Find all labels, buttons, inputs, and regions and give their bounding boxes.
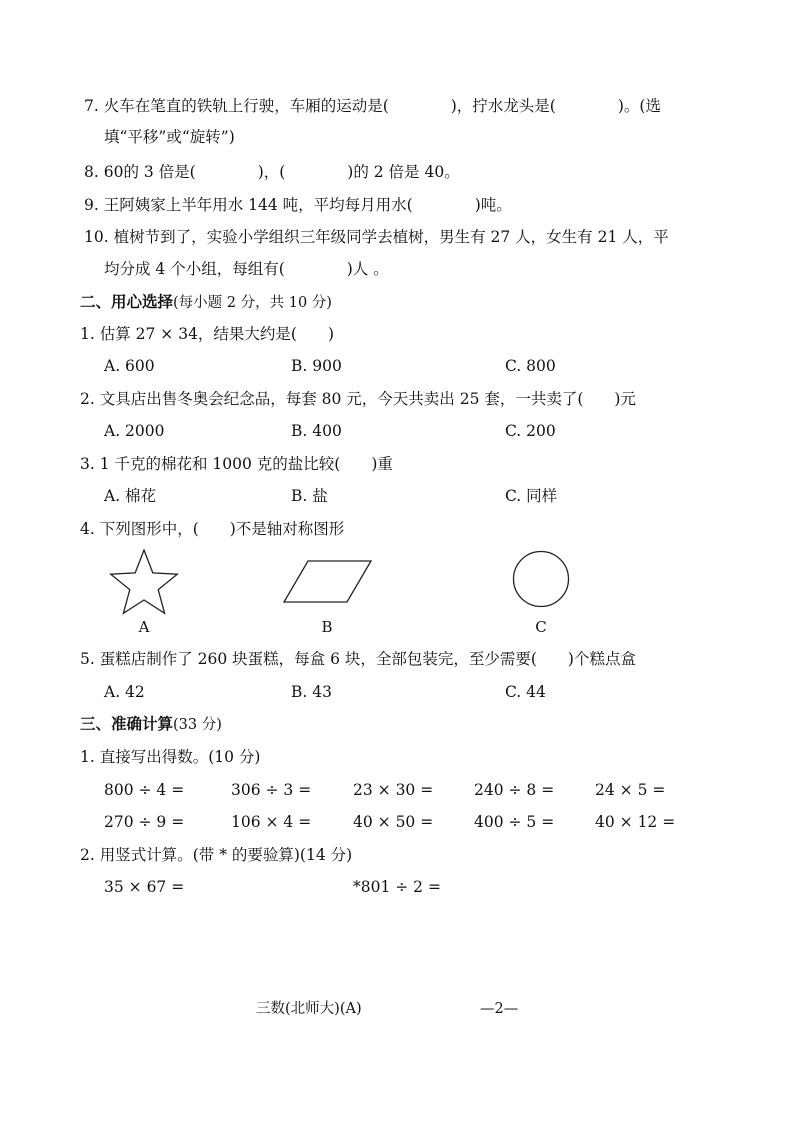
calc-row2-item5: 40 × 12 = <box>595 813 676 831</box>
shapes-figure <box>0 545 794 635</box>
calc-row1-item1: 800 ÷ 4 = <box>104 781 185 799</box>
choice-question-5: 5. 蛋糕店制作了 260 块蛋糕，每盒 6 块，全部包装完，至少需要( )个糕点盒 <box>80 650 636 668</box>
question-8: 8. 60的 3 倍是( )，( )的 2 倍是 40。 <box>84 163 460 181</box>
choice-3-option-c: C. 同样 <box>505 487 558 505</box>
choice-question-3: 3. 1 千克的棉花和 1000 克的盐比较( )重 <box>80 455 393 473</box>
parallelogram-shape <box>284 561 371 602</box>
calc-row2-item2: 106 × 4 = <box>231 813 312 831</box>
calc-row1-item2: 306 ÷ 3 = <box>231 781 312 799</box>
question-10-line-2: 均分成 4 个小组，每组有( )人 。 <box>104 260 389 278</box>
section-2-note: (每小题 2 分，共 10 分) <box>173 295 332 311</box>
choice-2-option-b: B. 400 <box>291 422 342 440</box>
choice-3-option-b: B. 盐 <box>291 487 328 505</box>
calc-row2-item3: 40 × 50 = <box>353 813 434 831</box>
circle-shape <box>514 552 569 607</box>
choice-1-option-b: B. 900 <box>291 357 342 375</box>
choice-1-option-c: C. 800 <box>505 357 556 375</box>
shape-label-c: C <box>535 618 547 636</box>
calc-row1-item3: 23 × 30 = <box>353 781 434 799</box>
choice-5-option-a: A. 42 <box>104 683 145 701</box>
choice-question-4: 4. 下列图形中，( )不是轴对称图形 <box>80 520 345 538</box>
section-2-title: 二、用心选择 <box>80 293 174 311</box>
calc-question-2: 2. 用竖式计算。(带 * 的要验算)(14 分) <box>80 846 353 864</box>
shape-label-a: A <box>138 618 150 636</box>
question-7-line-2: 填“平移”或“旋转”) <box>104 128 235 146</box>
calc-row1-item4: 240 ÷ 8 = <box>474 781 555 799</box>
choice-question-2: 2. 文具店出售冬奥会纪念品，每套 80 元，今天共卖出 25 套，一共卖了( )元 <box>80 390 636 408</box>
section-2-heading <box>80 292 332 313</box>
choice-3-option-a: A. 棉花 <box>104 487 157 505</box>
question-10-line-1: 10. 植树节到了，实验小学组织三年级同学去植树，男生有 27 人，女生有 21 人，平 <box>84 228 669 246</box>
star-shape <box>111 550 178 613</box>
calc-question-1: 1. 直接写出得数。(10 分) <box>80 748 261 766</box>
choice-1-option-a: A. 600 <box>104 357 155 375</box>
choice-2-option-c: C. 200 <box>505 422 556 440</box>
calc-row1-item5: 24 × 5 = <box>595 781 666 799</box>
vertical-calc-item2: *801 ÷ 2 = <box>353 878 441 896</box>
choice-5-option-b: B. 43 <box>291 683 332 701</box>
question-9: 9. 王阿姨家上半年用水 144 吨，平均每月用水( )吨。 <box>84 196 512 214</box>
choice-2-option-a: A. 2000 <box>104 422 165 440</box>
vertical-calc-item1: 35 × 67 = <box>104 878 185 896</box>
section-3-heading <box>80 714 222 735</box>
section-3-note: (33 分) <box>173 717 222 733</box>
calc-row2-item4: 400 ÷ 5 = <box>474 813 555 831</box>
choice-5-option-c: C. 44 <box>505 683 546 701</box>
footer-page-number: —2— <box>480 1001 519 1017</box>
footer-subject: 三数(北师大)(A) <box>256 1001 362 1017</box>
shape-label-b: B <box>321 618 333 636</box>
calc-row2-item1: 270 ÷ 9 = <box>104 813 185 831</box>
question-7-line-1: 7. 火车在笔直的铁轨上行驶，车厢的运动是( )，拧水龙头是( )。(选 <box>84 97 661 115</box>
choice-question-1: 1. 估算 27 × 34，结果大约是( ) <box>80 325 335 343</box>
section-3-title: 三、准确计算 <box>80 715 174 733</box>
